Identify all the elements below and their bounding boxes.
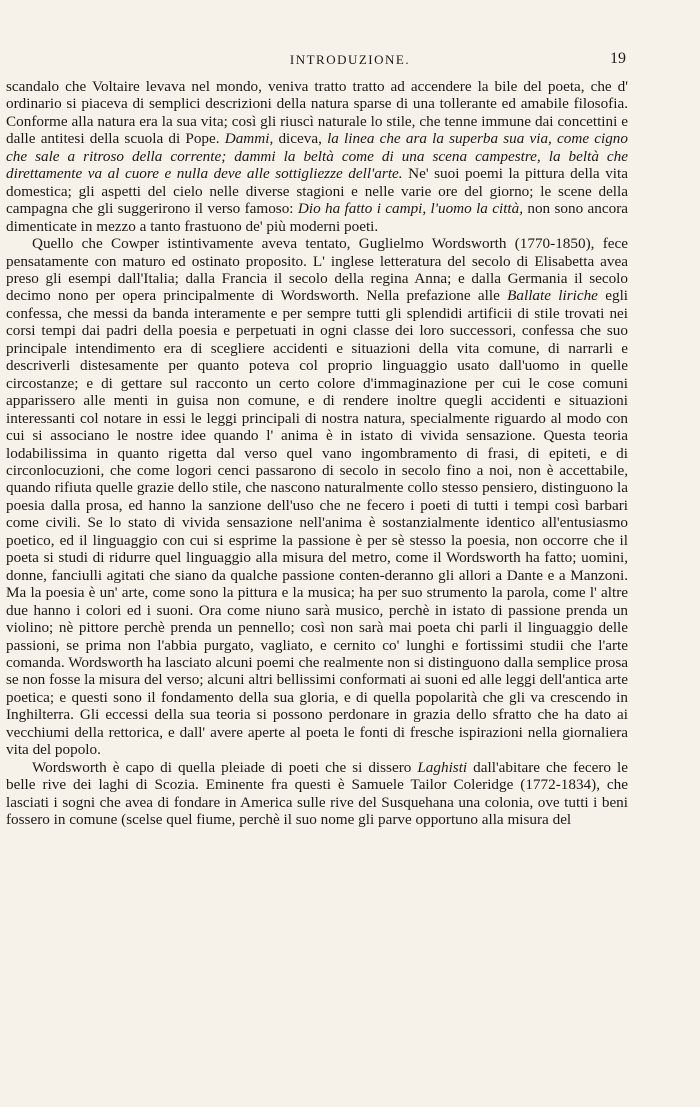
body-text [6,78,628,828]
text-run: Ne' suoi poemi la pittura della vita domestica; gli aspetti del cielo nelle diverse stagioni e nelle varie ore del giorno; le scene della campagna che gli suggerirono il verso famoso: [6,165,628,218]
page-header [0,52,700,72]
italic-text: Ballate liriche [507,287,598,305]
italic-text: Dio ha fatto i campi, l'uomo la città, [297,200,524,218]
text-run: diceva, [273,130,328,148]
italic-text: Dammi, [224,130,274,148]
page-number: 19 [610,50,626,67]
text-run: non sono ancora dimenticate in mezzo a tanto frastuono de' più moderni poeti. [6,200,628,235]
running-title: INTRODUZIONE. [289,52,411,67]
paragraph [6,78,628,235]
italic-text: Laghisti [417,758,468,776]
italic-text: la linea che ara la superba sua via, come cigno che sale a ritroso della corrente; dammi la beltà come di una scena campestre, la beltà che direttamente va al cuore e nulla deve alle sottigliezze dell'arte. [6,130,628,183]
text-run: Quello che Cowper istintivamente aveva tentato, Guglielmo Wordsworth (1770-1850), fece pensatamente con maturo ed ostinato proposito. L' inglese letteratura del secolo di Elisabetta avea preso gli esempi dall'Italia; dalla Francia il secolo della regina Anna; e dalla Germania il secolo decimo nono per opera principalmente di Wordsworth. Nella prefazione alle [6,235,628,305]
paragraph [6,235,628,759]
text-run: scandalo che Voltaire levava nel mondo, veniva tratto tratto ad accendere la bile del poeta, che d' ordinario si piaceva di semplici descrizioni della natura sparse di una tollerante ed amabile filosofia. Conforme alla natura era la sua vita; così gli riuscì naturale lo stile, che tenne immune dai concettini e dalle antitesi della scuola di Pope. [6,78,628,148]
paragraph [6,759,628,829]
text-run: Wordsworth è capo di quella pleiade di poeti che si dissero [32,758,418,776]
text-run: egli confessa, che messi da banda interamente e per sempre tutti gli splendidi artificii di stile trovati nei corsi tempi dai padri della poesia e perpetuati in ogni classe dei loro successori, confessa che suo principale intendimento era di scegliere accidenti e situazioni della vita comune, di narrarli e descriverli distesamente per quanto poteva col proprio linguaggio usato dall'uomo in quelle circostanze; e di gettare sul racconto un certo colore d'immaginazione per cui le cose comuni apparissero alle menti in guisa non comune, e di rendere inoltre quegli accidenti e situazioni interessanti col notare in essi le leggi principali di nostra natura, specialmente riguardo al modo con cui si associano le nostre idee quando l' anima è in istato di vivida sensazione. Questa teoria lodabilissima in quanto rigetta dal verso quel vano ingombramento di frasi, di epiteti, e di circonlocuzioni, che come logori cenci passarono di secolo in secolo fino a noi, non è accettabile, quando rifiuta quelle grazie dello stile, che nascono naturalmente collo stesso pensiero, distinguono la poesia dalla prosa, ed hanno la sanzione dell'uso che ne fecero i poeti di tutti i tempi così barbari come civili. Se lo stato di vivida sensazione nell'anima è sostanzialmente identico all'entusiasmo poetico, ed il linguaggio con cui si esprime la passione è per sè stesso la poesia, non occorre che il poeta si studi di ridurre quel linguaggio alla misura del metro, come il Wordsworth ha fatto; uomini, donne, fanciulli agitati che siano da qualche passione conten-deranno gli allori a Dante e a Manzoni. Ma la poesia è un' arte, come sono la pittura e la musica; ha per suo strumento la parola, come l' altre due hanno i colori ed i suoni. Ora come niuno sarà musico, perchè in istato di passione prenda un violino; nè pittore perchè prenda un pennello; così non sarà mai poeta chi parli il linguaggio delle passioni, se prima non l'abbia purgato, vagliato, e cernito co' lunghi e fortissimi studii che l'arte comanda. Wordsworth ha lasciato alcuni poemi che realmente non si distinguono dalla semplice prosa se non fosse la misura del verso; alcuni altri bellissimi conformati ai suoni ed alle leggi dell'antica arte poetica; e questi sono il fondamento della sua gloria, e di quella popolarità che gli va crescendo in Inghilterra. Gli eccessi della sua teoria si possono perdonare in grazia dello sfratto che ha dato ai vecchiumi della rettorica, e dall' avere aperte al poeta le fonti di fresche ispirazioni nella giornaliera vita del popolo. [6,287,629,759]
text-run: dall'abitare che fecero le belle rive dei laghi di Scozia. Eminente fra questi è Samuele Tailor Coleridge (1772-1834), che lasciati i sogni che avea di fondare in America sulle rive del Susquehana una colonia, ove tutti i beni fossero in comune (scelse quel fiume, perchè il suo nome gli parve opportuno alla misura del [6,758,628,829]
